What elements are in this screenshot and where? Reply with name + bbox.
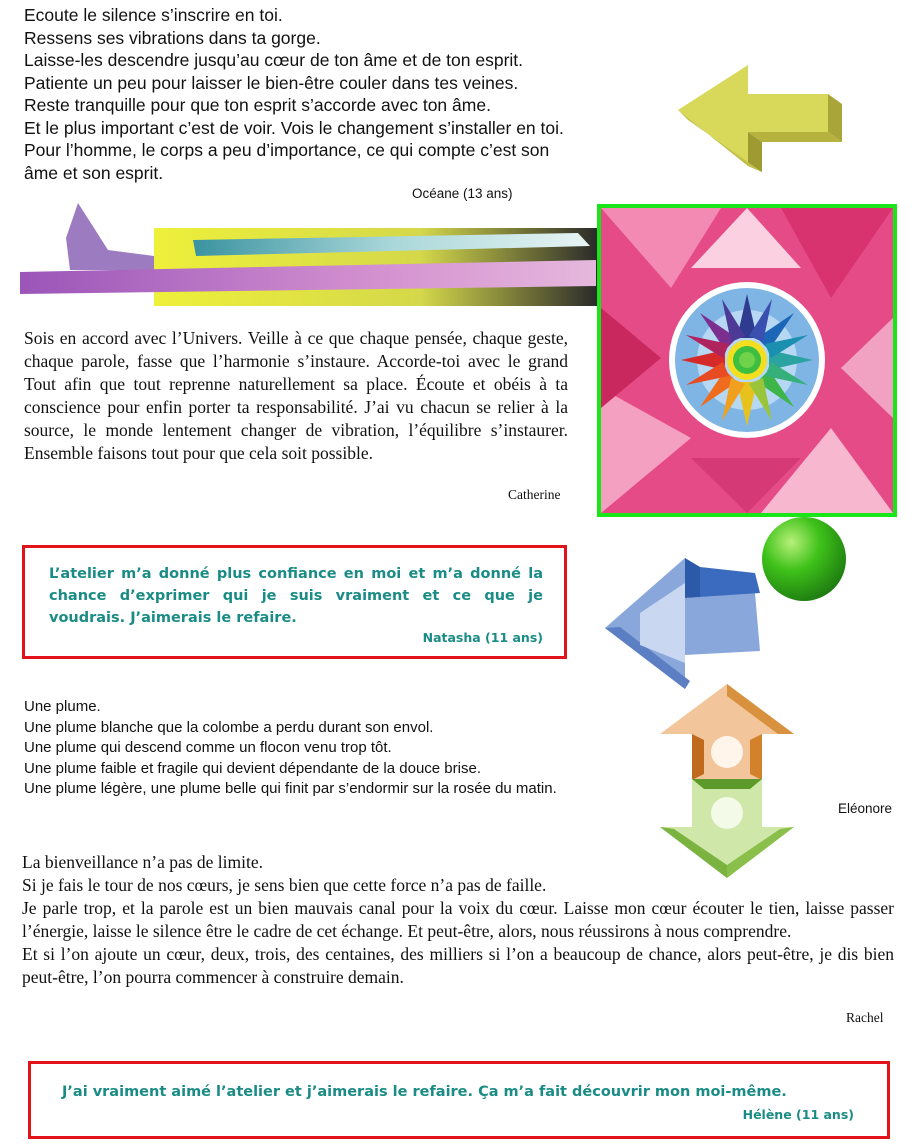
- poem-line: âme et son esprit.: [24, 162, 164, 183]
- poem-line: Une plume qui descend comme un flocon venu trop tôt.: [24, 739, 392, 756]
- quote-box-natasha: [22, 545, 567, 659]
- author-eleonore: Eléonore: [838, 801, 893, 816]
- text-paragraph: Et si l’on ajoute un cœur, deux, trois, des centaines, des milliers si l’on a beaucoup de chance, alors peut-être, je dis bien peut-être, l’on pourra commencer à construire demain.: [22, 944, 894, 987]
- poem-line: Et le plus important c’est de voir. Vois le changement s’installer en toi.: [24, 117, 564, 138]
- poem-line: Reste tranquille pour que ton esprit s’accorde avec ton âme.: [24, 95, 491, 115]
- poem-line: Une plume légère, une plume belle qui finit par s’endormir sur la rosée du matin.: [24, 780, 557, 797]
- orange-arrow-up-icon: [658, 682, 796, 782]
- text-paragraph: Je parle trop, et la parole est un bien mauvais canal pour la voix du cœur. Laisse mon cœur écouter le tien, laisse passer l’énergie, laisse le silence être le cadre de cet échange. Et peut-être, alors, nous réussirons à nous comprendre.: [22, 898, 894, 941]
- poem-line: Une plume blanche que la colombe a perdu durant son envol.: [24, 718, 434, 736]
- pink-mandala-star: [601, 208, 893, 513]
- quote-text: L’atelier m’a donné plus confiance en moi et m’a donné la chance d’exprimer qui je suis vraiment et ce que je voudrais. J’aimerais le refaire.: [49, 566, 543, 626]
- quote-text: J’ai vraiment aimé l’atelier et j’aimerais le refaire. Ça m’a fait découvrir mon moi-même.: [62, 1084, 787, 1100]
- poem-line: Pour l’homme, le corps a peu d’importance, ce qui compte c’est son: [24, 140, 550, 160]
- blue-arrow-left-icon: [600, 553, 775, 693]
- quote-author: Natasha (11 ans): [422, 630, 543, 645]
- quote-author: Hélène (11 ans): [742, 1107, 854, 1122]
- poem-eleonore: [24, 697, 664, 800]
- poem-line: Ecoute le silence s’inscrire en toi.: [24, 5, 283, 25]
- author-catherine: Catherine: [508, 487, 561, 502]
- poem-line: Laisse-les descendre jusqu’au cœur de ton âme et de ton esprit.: [24, 50, 524, 70]
- colored-brushstrokes: [18, 198, 600, 308]
- text-line: La bienveillance n’a pas de limite.: [22, 852, 264, 872]
- poem-line: Une plume faible et fragile qui devient dépendante de la douce brise.: [24, 759, 481, 777]
- text-rachel: [22, 851, 894, 989]
- quote-box-helene: [28, 1061, 890, 1139]
- author-oceane: Océane (13 ans): [412, 186, 513, 201]
- poem-line: Patiente un peu pour laisser le bien-être couler dans tes veines.: [24, 72, 519, 93]
- author-rachel: Rachel: [846, 1010, 884, 1025]
- mandala-frame: [597, 204, 897, 517]
- text-line: Si je fais le tour de nos cœurs, je sens bien que cette force n’a pas de faille.: [22, 875, 547, 895]
- poem-oceane: [24, 4, 654, 184]
- yellow-arrow-left-icon: [670, 60, 850, 175]
- text-catherine: Sois en accord avec l’Univers. Veille à ce que chaque pensée, chaque geste, chaque parole, fasse que l’harmonie s’instaure. Accorde-toi avec le grand Tout afin que tout reprenne naturellement sa place. Écoute et obéis à ta conscience pour enfin porter ta responsabilité. J’ai vu chacun se relier à la source, le monde lentement changer de vibration, l’équilibre s’instaurer. Ensemble faisons tout pour que cela soit possible.: [24, 328, 568, 463]
- poem-line: Une plume.: [24, 698, 101, 715]
- poem-line: Ressens ses vibrations dans ta gorge.: [24, 27, 321, 48]
